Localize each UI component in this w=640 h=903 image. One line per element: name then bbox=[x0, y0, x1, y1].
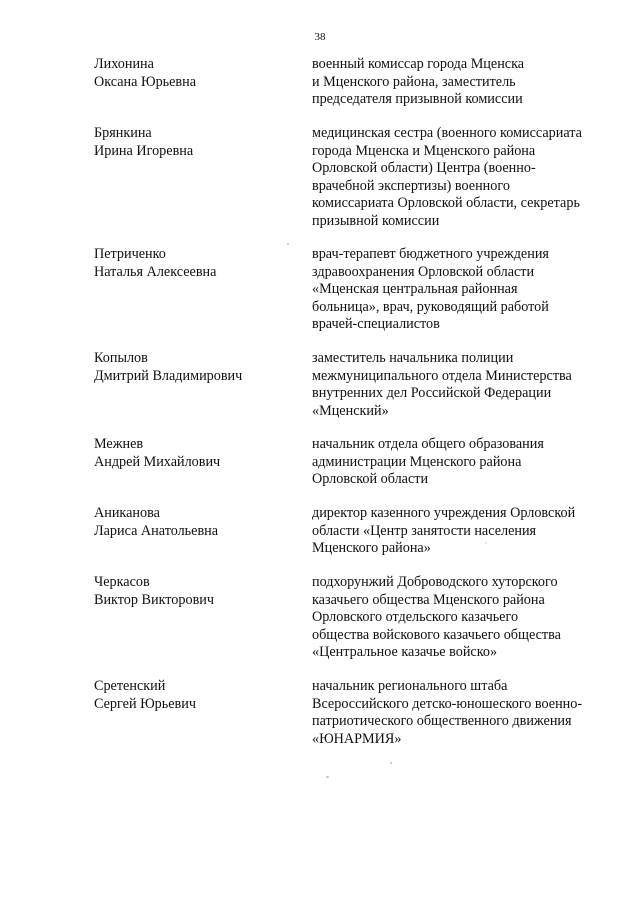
role-line: «Мценская центральная районная bbox=[312, 281, 518, 297]
role-line: Орловского отдельского казачьего bbox=[312, 609, 519, 625]
role-line: «ЮНАРМИЯ» bbox=[312, 730, 402, 747]
member-role bbox=[312, 436, 612, 489]
role-line: «Центральное казачье войско» bbox=[312, 644, 498, 660]
member-surname: Лихонина bbox=[94, 56, 154, 72]
role-line: общества войскового казачьего общества bbox=[312, 626, 561, 643]
scan-speck bbox=[326, 776, 329, 778]
role-line: «Мценский» bbox=[312, 402, 389, 419]
member-name bbox=[94, 574, 294, 609]
member-name bbox=[94, 246, 294, 281]
member-name bbox=[94, 678, 294, 713]
role-line: межмуниципального отдела Министерства bbox=[312, 367, 572, 384]
member-name bbox=[94, 350, 294, 385]
role-line: области «Центр занятости населения bbox=[312, 522, 537, 539]
member-surname: Сретенский bbox=[94, 678, 166, 694]
member-role bbox=[312, 246, 612, 334]
role-line: города Мценска и Мценского района bbox=[312, 142, 536, 159]
role-line: Всероссийского детско-юношеского военно- bbox=[312, 695, 583, 712]
member-given-names: Виктор Викторович bbox=[94, 591, 214, 608]
member-surname: Брянкина bbox=[94, 125, 152, 141]
role-line: Мценского района» bbox=[312, 540, 431, 556]
role-line: администрации Мценского района bbox=[312, 453, 522, 470]
role-line: комиссариата Орловской области, секретарь bbox=[312, 195, 580, 211]
role-line: и Мценского района, заместитель bbox=[312, 73, 516, 90]
role-line: казачьего общества Мценского района bbox=[312, 591, 545, 608]
role-line: внутренних дел Российской Федерации bbox=[312, 385, 552, 401]
member-role bbox=[312, 574, 612, 662]
member-given-names: Дмитрий Владимирович bbox=[94, 367, 243, 384]
role-line: медицинская сестра (военного комиссариата bbox=[312, 125, 582, 141]
member-name bbox=[94, 505, 294, 540]
page-number: 38 bbox=[314, 31, 326, 43]
member-given-names: Оксана Юрьевна bbox=[94, 73, 197, 90]
scan-speck bbox=[390, 762, 392, 764]
member-surname: Черкасов bbox=[94, 574, 150, 590]
member-surname: Копылов bbox=[94, 350, 148, 366]
member-given-names: Андрей Михайлович bbox=[94, 453, 221, 470]
role-line: здравоохранения Орловской области bbox=[312, 263, 535, 280]
role-line: начальник регионального штаба bbox=[312, 678, 508, 694]
member-name bbox=[94, 436, 294, 471]
role-line: директор казенного учреждения Орловской bbox=[312, 505, 576, 521]
role-line: военный комиссар города Мценска bbox=[312, 56, 525, 72]
role-line: заместитель начальника полиции bbox=[312, 350, 514, 366]
role-line: начальник отдела общего образования bbox=[312, 436, 544, 452]
member-surname: Межнев bbox=[94, 436, 144, 452]
role-line: призывной комиссии bbox=[312, 212, 440, 229]
member-given-names: Лариса Анатольевна bbox=[94, 522, 219, 539]
role-line: подхорунжий Доброводского хуторского bbox=[312, 574, 558, 590]
role-line: Орловской области) Центра (военно- bbox=[312, 160, 536, 176]
scan-speck bbox=[485, 542, 487, 544]
member-surname: Петриченко bbox=[94, 246, 166, 262]
member-role bbox=[312, 350, 612, 420]
member-role bbox=[312, 505, 612, 558]
role-line: врачебной экспертизы) военного bbox=[312, 177, 510, 194]
member-surname: Аниканова bbox=[94, 505, 160, 521]
role-line: Орловской области bbox=[312, 471, 429, 487]
role-line: врачей-специалистов bbox=[312, 316, 440, 332]
member-name bbox=[94, 56, 294, 91]
scan-speck bbox=[287, 243, 289, 245]
member-given-names: Наталья Алексеевна bbox=[94, 263, 217, 280]
member-role bbox=[312, 678, 612, 748]
member-given-names: Ирина Игоревна bbox=[94, 142, 194, 159]
member-role bbox=[312, 56, 612, 109]
member-given-names: Сергей Юрьевич bbox=[94, 695, 196, 712]
role-line: председателя призывной комиссии bbox=[312, 91, 523, 107]
member-role bbox=[312, 125, 612, 230]
role-line: патриотического общественного движения bbox=[312, 713, 572, 729]
member-name bbox=[94, 125, 294, 160]
role-line: врач-терапевт бюджетного учреждения bbox=[312, 246, 549, 262]
role-line: больница», врач, руководящий работой bbox=[312, 298, 549, 315]
